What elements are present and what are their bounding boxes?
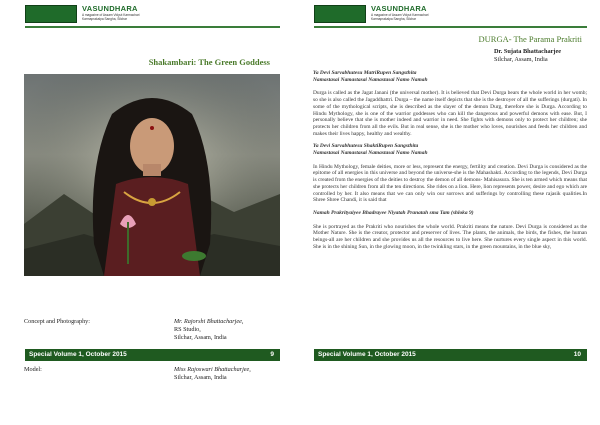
goddess-photo bbox=[24, 74, 280, 276]
paragraph: Durga is called as the Jagat Janani (the universal mother). It is believed that Devi Durga bears the whole world in her womb; so she is also called the Jagaddhattri. Durga – the name itself depicts that she is the destroyer of all the sufferings (durgati). In some of the mythological scripts, she is described as the slayer of the demon Durg, therefore she is Durga. According to Hindu Mythology, she is one of the warrior goddesses who can kill the dangerous and powerful demons with ease. But, I personally believe that she is mother indeed and warrior in need. She fights with demons only to protect her children; she protects her children from all the evils. But in real sense, she is the mother who loves, nourishes and feeds her children and makes their lives happy, healthy and wealthy. bbox=[313, 90, 587, 137]
verse-line: Namastasai Namastasai Namastasai Namo Namah bbox=[313, 150, 428, 157]
logo-subtitle: A magazine of Assam Vidyut Karmachari Karmaprakalpa Sangha, Silchar bbox=[82, 13, 140, 21]
page-footer bbox=[25, 349, 280, 361]
logo-text bbox=[82, 4, 150, 21]
credit-line: Silchar, Assam, India bbox=[174, 334, 227, 341]
credit-value bbox=[174, 366, 251, 382]
header-rule bbox=[25, 26, 280, 28]
header-rule bbox=[314, 26, 587, 28]
magazine-logo bbox=[314, 5, 366, 23]
credit-line: Silchar, Assam, India bbox=[174, 374, 227, 381]
article-title: Shakambari: The Green Goddess bbox=[148, 57, 270, 67]
credit-line: Mr. Rajorshi Bhattacharjee, bbox=[174, 318, 244, 325]
verse: Namah Prakrityaiyee Bhadrayee Niyatah Pranatah sma Tam (shloka 9) bbox=[313, 209, 474, 216]
paragraph: She is portrayed as the Prakriti who nourishes the whole world. Prakriti means the nature. Devi Durga is considered as the Mother Nature. She is the creator, protector and preserver of lives. The plants, the animals, the birds, the fishes, the human beings-all are her children and she provides us all the resources to live here. She nurtures every single aspect in this world. She is in the shining Sun, in the glowing moon, in the twinkling stars, in the green mountains, in the blue sky, bbox=[313, 223, 587, 250]
verse-line: Namastasai Namastasai Namastasai Namo Namah bbox=[313, 76, 428, 83]
author-block bbox=[494, 48, 570, 64]
article-title: DURGA- The Parama Prakriti bbox=[478, 34, 582, 44]
logo-title: VASUNDHARA bbox=[371, 4, 427, 13]
credit-line: Miss Rajoswari Bhattacharjee, bbox=[174, 366, 251, 373]
credit-label: Concept and Photography: bbox=[24, 318, 90, 325]
credit-label: Model: bbox=[24, 366, 42, 373]
author-place: Silchar, Assam, India bbox=[494, 56, 548, 63]
credit-line: RS Studio, bbox=[174, 326, 201, 333]
page-number: 10 bbox=[573, 351, 581, 358]
article-body bbox=[313, 70, 587, 256]
logo-subtitle: A magazine of Assam Vidyut Karmachari Karmaprakalpa Sangha, Silchar bbox=[371, 13, 429, 21]
verse bbox=[313, 70, 587, 83]
credit-value bbox=[174, 318, 243, 342]
verse bbox=[313, 143, 587, 156]
logo-title: VASUNDHARA bbox=[82, 4, 138, 13]
right-page bbox=[300, 0, 600, 425]
magazine-logo bbox=[25, 5, 77, 23]
page-footer bbox=[314, 349, 587, 361]
verse-line: Ya Devi Sarvabhutesu MatriRupen Sangsthita bbox=[313, 70, 417, 76]
author-name: Dr. Sujata Bhattacharjee bbox=[494, 48, 562, 55]
verse-line: Ya Devi Sarvabhutesu ShaktiRupen Sangsthita bbox=[313, 143, 419, 150]
issue-label: Special Volume 1, October 2015 bbox=[318, 351, 416, 358]
paragraph: In Hindu Mythology, female deities, more or less, represent the energy, fertility and creation. Devi Durga is considered as the epitome of all energies in this universe and beyond the universe-she is the Mahashakti. According to the legends, Devi Durga is created from the energies of the deities to destroy the demon of all demons- Mahisasura. She is ten armed which means that she protects her children from all the ten directions. She rides on a lion. Here, lion represents power, desire and ego which are controlled by her. It also means that we can only win our sorrows and sufferings by controlling these rajasik qualities.In Shree Shree Chandi, it is said that bbox=[313, 163, 587, 204]
photo-illustration bbox=[24, 74, 280, 276]
issue-label: Special Volume 1, October 2015 bbox=[29, 351, 127, 358]
logo-text bbox=[371, 4, 439, 21]
page-number: 9 bbox=[270, 351, 274, 358]
